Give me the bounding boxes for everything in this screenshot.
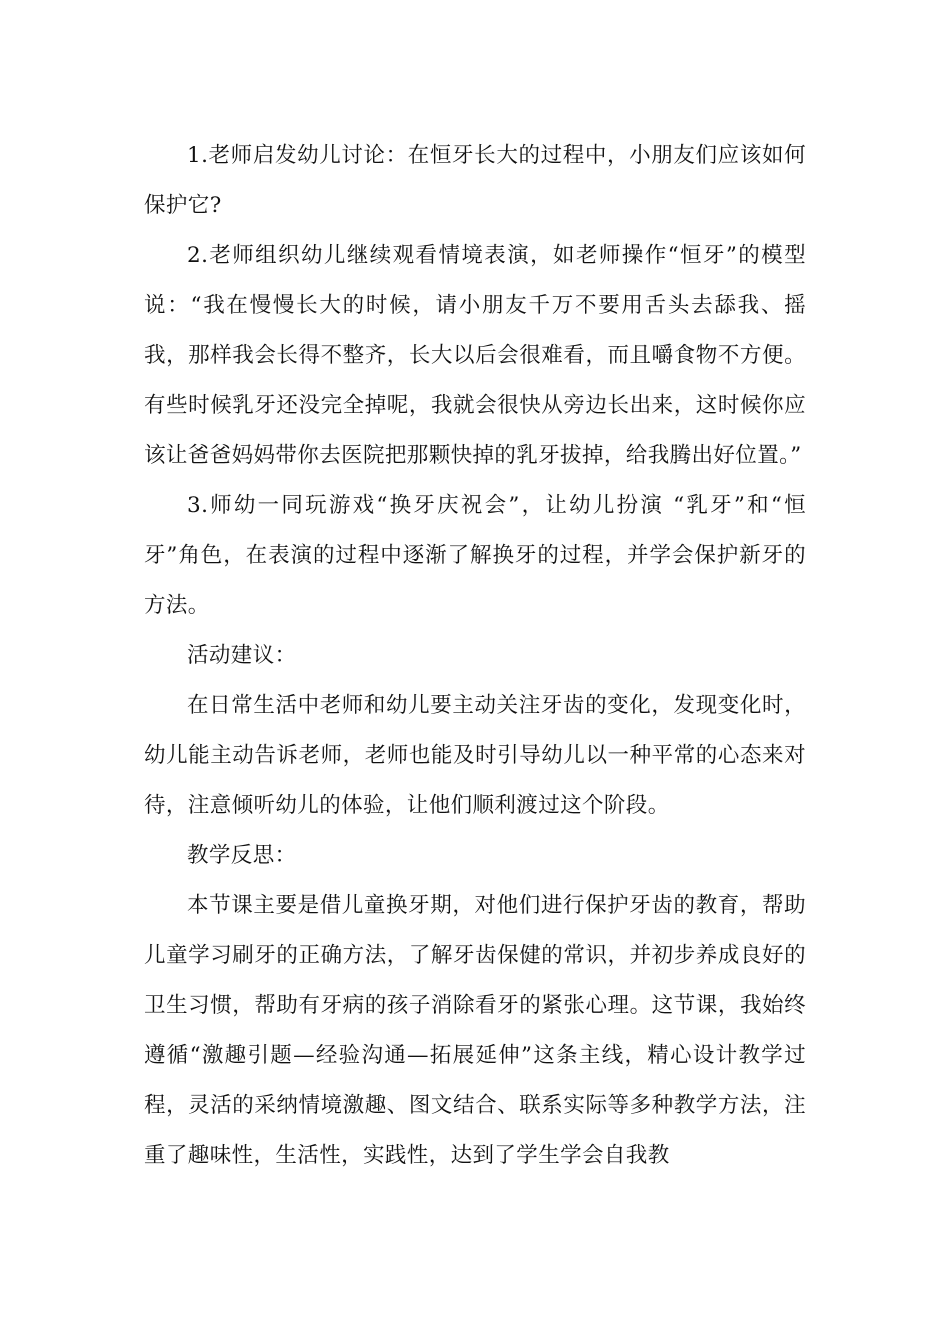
paragraph-game: 3.师幼一同玩游戏“换牙庆祝会”，让幼儿扮演 “乳牙”和“恒牙”角色，在表演的过程中逐渐了解换牙的过程，并学会保护新牙的方法。 [144,493,806,618]
heading-teaching-reflection: 教学反思： [187,843,297,868]
heading-activity-suggestion: 活动建议： [187,643,297,668]
paragraph-reflection: 本节课主要是借儿童换牙期，对他们进行保护牙齿的教育，帮助儿童学习刷牙的正确方法，了解牙齿保健的常识，并初步养成良好的卫生习惯，帮助有牙病的孩子消除看牙的紧张心理。这节课，我始终遵循“激趣引题—经验沟通—拓展延伸”这条主线，精心设计教学过程，灵活的采纳情境激趣、图文结合、联系实际等多种教学方法，注重了趣味性，生活性，实践性，达到了学生学会自我教 [144,893,806,1168]
paragraph-suggestion: 在日常生活中老师和幼儿要主动关注牙齿的变化，发现变化时，幼儿能主动告诉老师，老师也能及时引导幼儿以一种平常的心态来对待，注意倾听幼儿的体验，让他们顺利渡过这个阶段。 [144,693,806,818]
paragraph-performance: 2.老师组织幼儿继续观看情境表演，如老师操作“恒牙”的模型说：“我在慢慢长大的时候，请小朋友千万不要用舌头去舔我、摇我，那样我会长得不整齐，长大以后会很难看，而且嚼食物不方便。有些时候乳牙还没完全掉呢，我就会很快从旁边长出来，这时候你应该让爸爸妈妈带你去医院把那颗快掉的乳牙拔掉，给我腾出好位置。” [144,243,806,468]
paragraph-discussion: 1.老师启发幼儿讨论：在恒牙长大的过程中，小朋友们应该如何保护它? [144,143,806,218]
document-body [144,131,806,1181]
